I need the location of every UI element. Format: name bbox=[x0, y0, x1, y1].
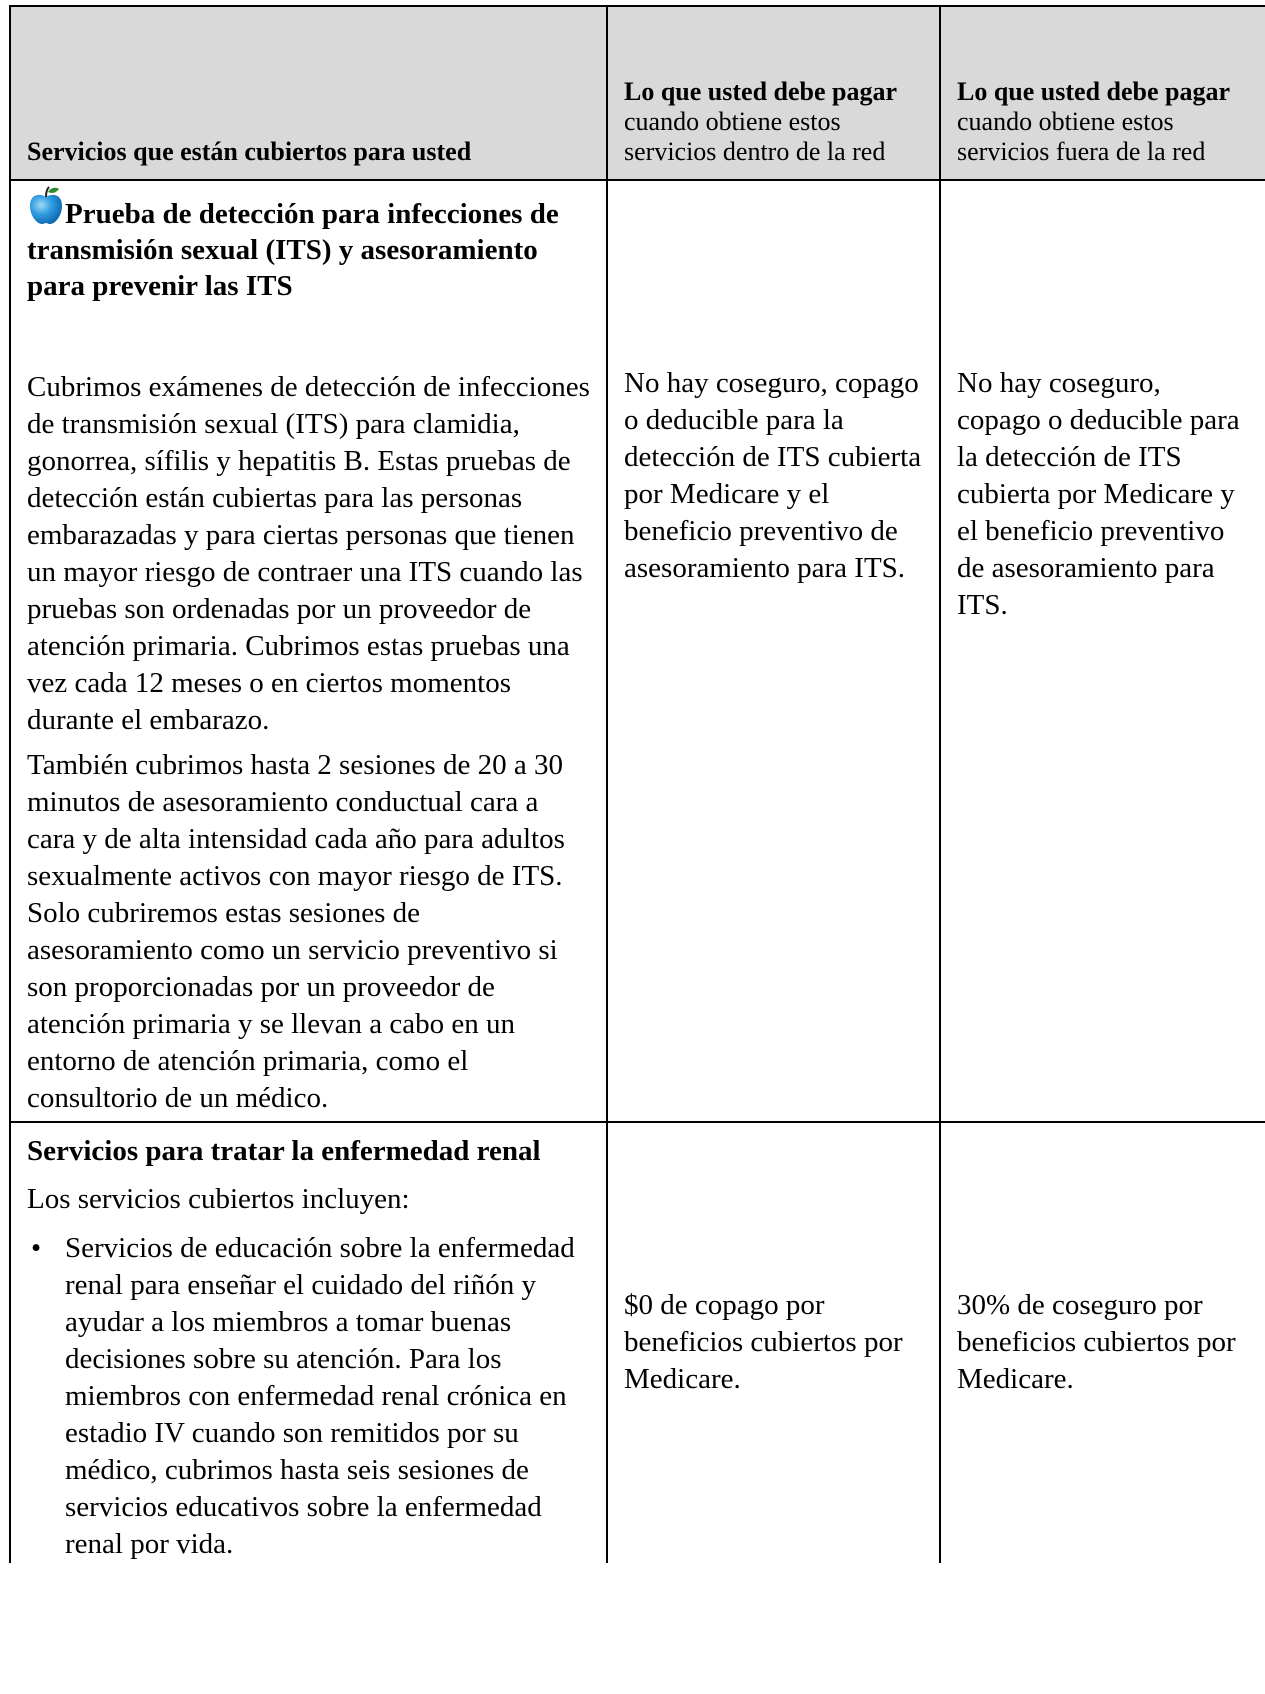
sti-service-cell bbox=[10, 180, 607, 1122]
table-header bbox=[10, 6, 1265, 180]
sti-description-2: También cubrimos hasta 2 sesiones de 20 a 30 minutos de asesoramiento conductual cara a cara y de alta intensidad cada año para adultos sexualmente activos con mayor riesgo de ITS. Solo cubriremos estas sesiones de asesoramiento como un servicio preventivo si son proporcionadas por un proveedor de atención primaria y se llevan a cabo en un entorno de atención primaria, como el consultorio de un médico. bbox=[27, 749, 565, 1114]
bullet-icon: • bbox=[31, 1232, 42, 1264]
table-row bbox=[10, 1122, 1265, 1563]
kidney-in-network-cell bbox=[607, 1122, 940, 1563]
kidney-out-network-cost: 30% de coseguro por beneficios cubiertos por Medicare. bbox=[957, 1289, 1236, 1395]
table-row bbox=[10, 180, 1265, 1122]
benefits-table bbox=[9, 5, 1265, 1563]
sti-in-network-cost: No hay coseguro, copago o deducible para la detección de ITS cubierta por Medicare y el beneficio preventivo de asesoramiento para ITS. bbox=[624, 367, 922, 584]
header-in-network bbox=[607, 6, 940, 180]
header-covered-services-label: Servicios que están cubiertos para usted bbox=[27, 137, 472, 166]
sti-in-network-cell bbox=[607, 180, 940, 1122]
header-out-network bbox=[940, 6, 1265, 180]
list-item bbox=[27, 1230, 592, 1563]
kidney-out-network-cell bbox=[940, 1122, 1265, 1563]
kidney-service-cell bbox=[10, 1122, 607, 1563]
sti-out-network-cost: No hay coseguro, copago o deducible para la detección de ITS cubierta por Medicare y el beneficio preventivo de asesoramiento para ITS. bbox=[957, 367, 1240, 621]
sti-description-1: Cubrimos exámenes de detección de infecciones de transmisión sexual (ITS) para clamidia, gonorrea, sífilis y hepatitis B. Estas pruebas de detección están cubiertas para las personas embarazadas y para ciertas personas que tienen un mayor riesgo de contraer una ITS cuando las pruebas son ordenadas por un proveedor de atención primaria. Cubrimos estas pruebas una vez cada 12 meses o en ciertos momentos durante el embarazo. bbox=[27, 371, 590, 736]
kidney-intro: Los servicios cubiertos incluyen: bbox=[27, 1183, 410, 1215]
sti-service-title: Prueba de detección para infecciones de transmisión sexual (ITS) y asesoramiento para prevenir las ITS bbox=[27, 198, 559, 302]
header-row bbox=[10, 6, 1265, 180]
sti-out-network-cell bbox=[940, 180, 1265, 1122]
sti-title-block bbox=[27, 185, 592, 304]
header-in-network-subtitle: cuando obtiene estos servicios dentro de la red bbox=[624, 107, 886, 166]
kidney-in-network-cost: $0 de copago por beneficios cubiertos por Medicare. bbox=[624, 1289, 903, 1395]
kidney-bullet-list bbox=[27, 1230, 592, 1563]
header-covered-services bbox=[10, 6, 607, 180]
header-out-network-title: Lo que usted debe pagar bbox=[957, 77, 1231, 106]
apple-icon bbox=[27, 185, 65, 225]
kidney-service-title: Servicios para tratar la enfermedad renal bbox=[27, 1135, 541, 1167]
header-in-network-title: Lo que usted debe pagar bbox=[624, 77, 898, 106]
header-out-network-subtitle: cuando obtiene estos servicios fuera de la red bbox=[957, 107, 1206, 166]
kidney-bullet-text: Servicios de educación sobre la enfermedad renal para enseñar el cuidado del riñón y ayudar a los miembros a tomar buenas decisiones sobre su atención. Para los miembros con enfermedad renal crónica en estadio IV cuando son remitidos por su médico, cubrimos hasta seis sesiones de servicios educativos sobre la enfermedad renal por vida. bbox=[65, 1232, 575, 1560]
